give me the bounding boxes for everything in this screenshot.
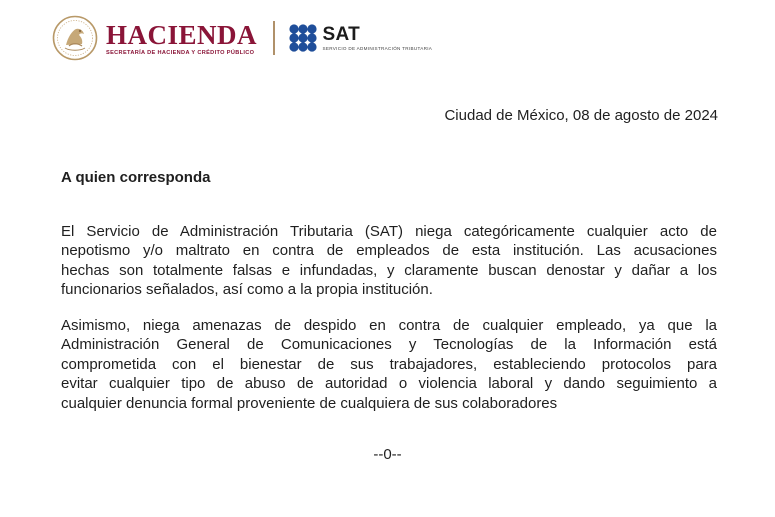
letterhead (52, 12, 432, 64)
sat-subtitle: SERVICIO DE ADMINISTRACIÓN TRIBUTARIA (322, 46, 433, 51)
paragraph-line: nepotismo y/o maltrato en contra de empleados de esta institución. Las acusaciones (61, 242, 717, 260)
sat-dots-icon (288, 23, 318, 53)
sat-logo (288, 23, 433, 53)
hacienda-logo (106, 21, 257, 56)
paragraph-line: comprometida con el bienestar de sus trabajadores, estableciendo protocolos para (61, 355, 717, 373)
paragraph-line: evitar cualquier tipo de abuso de autoridad o violencia laboral y dando seguimiento a (61, 375, 717, 393)
paragraph-line: Administración General de Comunicaciones y Tecnologías de la Información está (61, 336, 717, 354)
paragraph-1 (61, 222, 717, 300)
paragraph-line: hechas son totalmente falsas e infundadas, y claramente buscan denostar y dañar a los (61, 261, 717, 279)
paragraph-line: Asimismo, niega amenazas de despido en contra de cualquier empleado, ya que la (61, 317, 717, 334)
paragraph-line: El Servicio de Administración Tributaria (SAT) niega categóricamente cualquier acto de (61, 223, 717, 240)
hacienda-wordmark: HACIENDA (106, 19, 258, 50)
paragraph-2 (61, 316, 717, 413)
sat-wordmark: SAT (322, 24, 361, 45)
paragraph-line: cualquier denuncia formal proveniente de cualquiera de sus colaboradores (61, 394, 558, 412)
closing-mark: --0-- (373, 446, 402, 463)
letter-date: Ciudad de México, 08 de agosto de 2024 (444, 107, 718, 124)
mexico-coat-of-arms-logo (52, 15, 98, 61)
paragraph-line: funcionarios señalados, así como a la propia institución. (61, 281, 433, 299)
letter-salutation: A quien corresponda (61, 169, 211, 186)
logo-divider (273, 21, 275, 55)
hacienda-subtitle: SECRETARÍA DE HACIENDA Y CRÉDITO PÚBLICO (106, 49, 255, 56)
